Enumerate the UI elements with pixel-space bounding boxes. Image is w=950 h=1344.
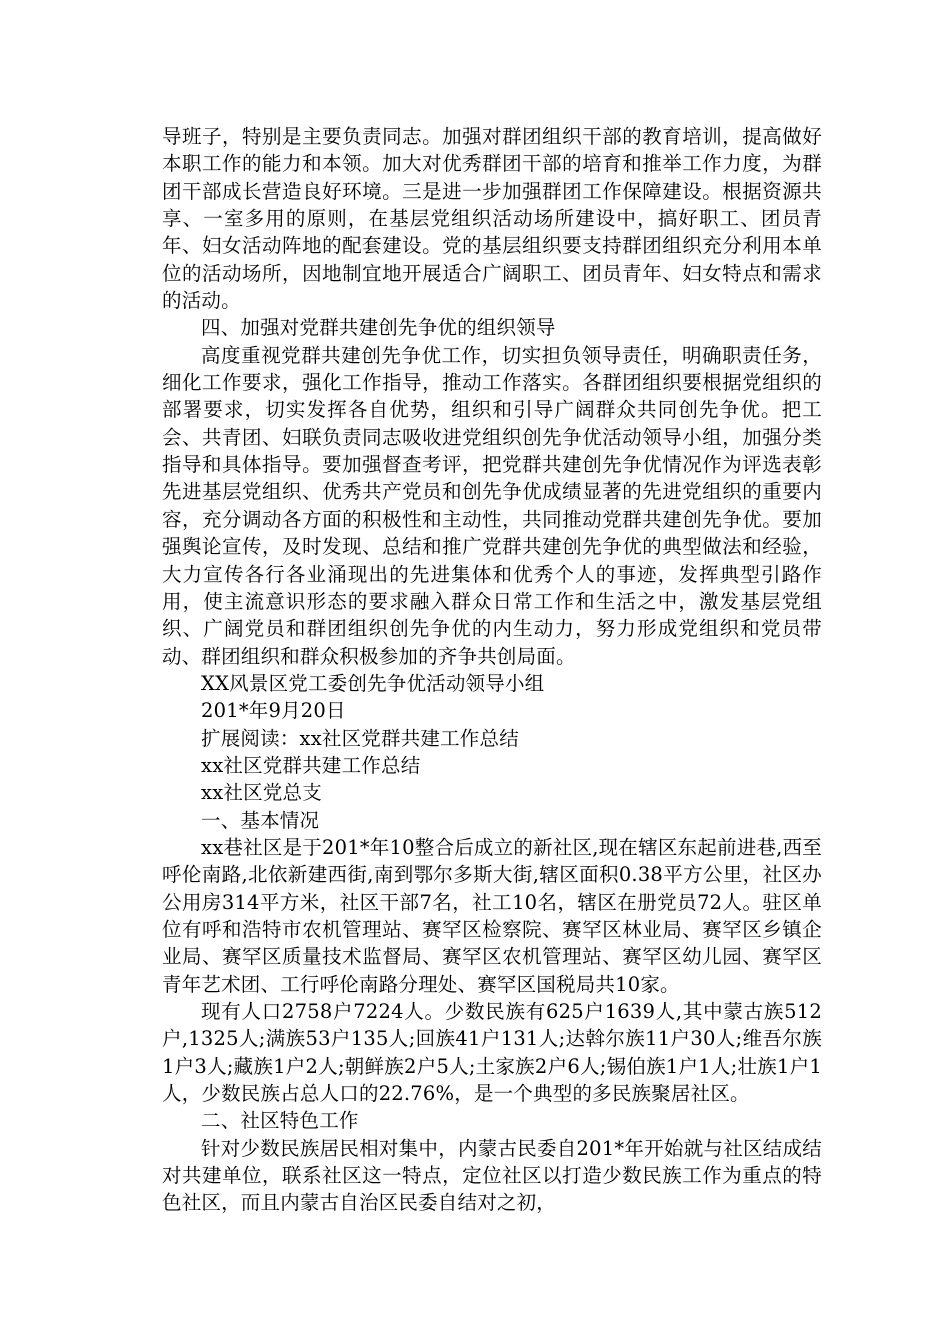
document-body — [162, 123, 822, 1217]
paragraph-leadership-requirements: 高度重视党群共建创先争优工作，切实担负领导责任，明确职责任务，细化工作要求，强化工作指导，推动工作落实。各群团组织要根据党组织的部署要求，切实发挥各自优势，组织和引导广阔群众共同创先争优。把工会、共青团、妇联负责同志吸收进党组织创先争优活动领导小组，加强分类指导和具体指导。要加强督查考评，把党群共建创先争优情况作为评选表彰先进基层党组织、优秀共产党员和创先争优成绩显著的先进党组织的重要内容，充分调动各方面的积极性和主动性，共同推动党群共建创先争优。要加强舆论宣传，及时发现、总结和推广党群共建创先争优的典型做法和经验，大力宣传各行各业涌现出的先进集体和优秀个人的事迹，发挥典型引路作用，使主流意识形态的要求融入群众日常工作和生活之中，激发基层党组织、广阔党员和群团组织创先争优的内生动力，努力形成党组织和党员带动、群团组织和群众积极参加的齐争共创局面。 — [162, 343, 822, 668]
paragraph-party-leadership-continued: 导班子，特别是主要负责同志。加强对群团组织干部的教育培训，提高做好本职工作的能力和本领。加大对优秀群团干部的培育和推举工作力度，为群团干部成长营造良好环境。三是进一步加强群团工作保障建设。根据资源共享、一室多用的原则，在基层党组织活动场所建设中，搞好职工、团员青年、妇女活动阵地的配套建设。党的基层组织要支持群团组织充分利用本单位的活动场所，因地制宜地开展适合广阔职工、团员青年、妇女特点和需求的活动。 — [162, 125, 822, 313]
signature-organization: XX风景区党工委创先争优活动领导小组 — [201, 671, 545, 695]
section-heading-four: 四、加强对党群共建创先争优的组织领导 — [201, 316, 556, 340]
signature-date: 201*年9月20日 — [201, 699, 346, 723]
section-heading-one: 一、基本情况 — [201, 808, 320, 832]
paragraph-population-statistics: 现有人口2758户7224人。少数民族有625户1639人,其中蒙古族512户,1325人;满族53户135人;回族41户131人;达斡尔族11户30人;维吾尔族1户3人;藏族1户2人;朝鲜族2户5人;土家族2户6人;锡伯族1户1人;壮族1户1人，少数民族占总人口的22.76%，是一个典型的多民族聚居社区。 — [162, 1000, 822, 1106]
extended-reading-title: 扩展阅读：xx社区党群共建工作总结 — [201, 726, 519, 750]
section-heading-two: 二、社区特色工作 — [201, 1109, 359, 1133]
document-author: xx社区党总支 — [201, 781, 322, 805]
paragraph-community-features: 针对少数民族居民相对集中，内蒙古民委自201*年开始就与社区结成结对共建单位，联系社区这一特点，定位社区以打造少数民族工作为重点的特色社区，而且内蒙古自治区民委自结对之初， — [162, 1136, 822, 1215]
paragraph-community-overview: xx巷社区是于201*年10整合后成立的新社区,现在辖区东起前进巷,西至呼伦南路,北依新建西街,南到鄂尔多斯大街,辖区面积0.38平方公里，社区办公用房314平方米，社区干部7名，社工10名，辖区在册党员72人。驻区单位有呼和浩特市农机管理站、赛罕区检察院、赛罕区林业局、赛罕区乡镇企业局、赛罕区质量技术监督局、赛罕区农机管理站、赛罕区幼儿园、赛罕区青年艺术团、工行呼伦南路分理处、赛罕区国税局共10家。 — [162, 835, 822, 996]
document-subtitle: xx社区党群共建工作总结 — [201, 753, 421, 777]
